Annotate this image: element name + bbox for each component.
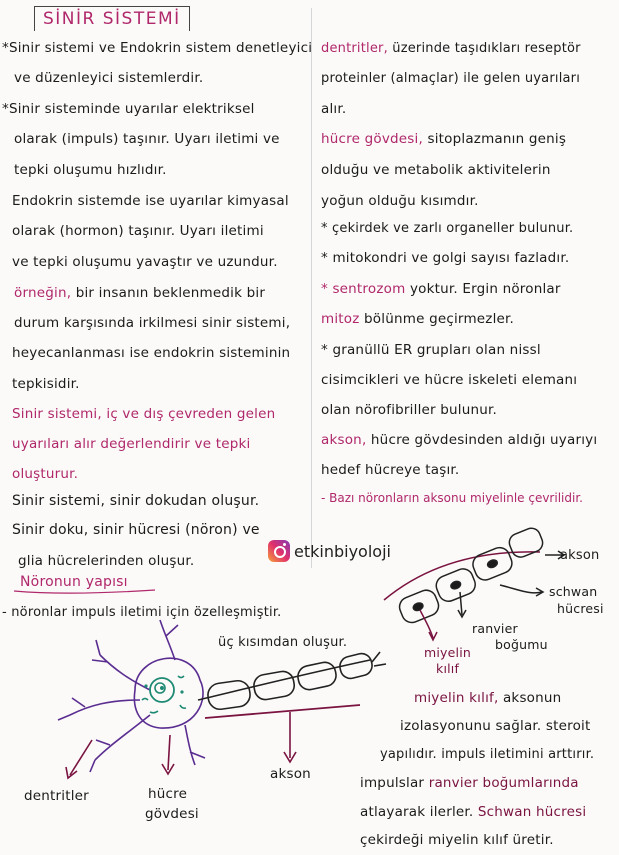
right-line-10-rest: bölünme geçirmezler.	[359, 311, 515, 327]
right-line-1-rest: üzerinde taşıdıkları reseptör	[387, 41, 581, 56]
bottom-line-1-rest: aksonun	[498, 690, 562, 706]
sentrozom-term: * sentrozom	[321, 281, 406, 297]
label-schwan-1: schwan	[549, 584, 598, 599]
label-akson-bottom: akson	[270, 766, 311, 782]
left-line-9-rest: bir insanın beklenmedik bir	[71, 285, 266, 301]
right-line-12: cisimcikleri ve hücre iskeleti elemanı	[321, 372, 578, 388]
right-line-13: olan nörofibriller bulunur.	[321, 402, 498, 418]
left-line-18: glia hücrelerinden oluşur.	[18, 553, 195, 569]
ranvier-term: ranvier boğumlarında	[428, 775, 579, 791]
bottom-line-4	[360, 775, 579, 792]
akson-term: akson,	[321, 432, 367, 448]
right-line-3: alır.	[321, 101, 347, 117]
noron-uc: üç kısımdan oluşur.	[218, 635, 348, 650]
label-akson-top: akson	[560, 548, 600, 563]
ornegin-label: örneğin,	[14, 285, 72, 301]
left-line-3: *Sinir sisteminde uyarılar elektriksel	[2, 101, 255, 117]
right-line-14-rest: hücre gövdesinden aldığı uyarıyı	[366, 432, 598, 448]
left-line-5: tepki oluşumu hızlıdır.	[14, 162, 167, 178]
left-line-4: olarak (impuls) taşınır. Uyarı iletimi ve	[14, 131, 280, 147]
noron-heading: Nöronun yapısı	[20, 574, 128, 590]
left-line-13: Sinir sistemi, iç ve dış çevreden gelen	[12, 406, 276, 422]
hucre-govdesi-term: hücre gövdesi,	[321, 131, 423, 147]
dentritler-term: dentritler,	[321, 41, 388, 56]
left-line-16: Sinir sistemi, sinir dokudan oluşur.	[12, 493, 260, 509]
left-line-10: durum karşısında irkilmesi sinir sistemi,	[14, 315, 291, 331]
left-line-7: olarak (hormon) taşınır. Uyarı iletimi	[12, 223, 264, 239]
bottom-line-2: izolasyonunu sağlar. steroit	[400, 718, 591, 734]
page-title: SİNİR SİSTEMİ	[34, 6, 190, 31]
right-line-2: proteinler (almaçlar) ile gelen uyarıları	[321, 71, 581, 86]
right-line-9-rest: yoktur. Ergin nöronlar	[405, 281, 561, 297]
label-schwan-2: hücresi	[557, 601, 604, 616]
label-ranvier-1: ranvier	[472, 621, 518, 636]
bottom-line-5-start: atlayarak ilerler.	[360, 804, 478, 820]
bottom-line-4-start: impulslar	[360, 775, 429, 791]
left-line-14: uyarıları alır değerlendirir ve tepki	[12, 436, 251, 452]
bottom-line-3: yapılıdır. impuls iletimini arttırır.	[380, 747, 595, 762]
right-line-15: hedef hücreye taşır.	[321, 462, 460, 478]
miyelin-kilif-term: miyelin kılıf,	[414, 690, 499, 706]
right-line-4-rest: sitoplazmanın geniş	[422, 131, 567, 147]
bottom-line-1	[414, 690, 561, 707]
label-miyelin-2: kılıf	[436, 661, 460, 676]
mitoz-term: mitoz	[321, 311, 360, 327]
right-line-6: yoğun olduğu kısımdır.	[321, 193, 479, 209]
left-line-15: oluşturur.	[12, 466, 79, 482]
label-dentritler: dentritler	[24, 788, 89, 804]
right-line-7: * çekirdek ve zarlı organeller bulunur.	[321, 221, 574, 236]
left-line-2: ve düzenleyici sistemlerdir.	[14, 70, 204, 86]
left-line-12: tepkisidir.	[12, 376, 80, 392]
left-line-17: Sinir doku, sinir hücresi (nöron) ve	[12, 522, 260, 538]
left-line-8: ve tepki oluşumu yavaştır ve uzundur.	[12, 254, 278, 270]
left-line-11: heyecanlanması ise endokrin sisteminin	[12, 345, 291, 361]
label-miyelin-1: miyelin	[424, 645, 472, 660]
bottom-line-5	[360, 804, 586, 821]
left-line-6: Endokrin sistemde ise uyarılar kimyasal	[12, 193, 289, 209]
right-line-11: * granüllü ER grupları olan nissl	[321, 342, 541, 358]
right-line-16: - Bazı nöronların aksonu miyelinle çevrilidir.	[321, 491, 583, 505]
label-hucre: hücre	[148, 786, 188, 802]
right-line-5: olduğu ve metabolik aktivitelerin	[321, 162, 551, 178]
right-line-8: * mitokondri ve golgi sayısı fazladır.	[321, 250, 570, 266]
label-govdesi: gövdesi	[145, 806, 199, 822]
noron-intro: - nöronlar impuls iletimi için özelleşmiştir.	[2, 605, 282, 620]
left-line-1: *Sinir sistemi ve Endokrin sistem denetleyici	[2, 40, 313, 56]
schwan-term: Schwan hücresi	[477, 804, 587, 820]
bottom-line-6: çekirdeği miyelin kılıf üretir.	[360, 832, 554, 848]
label-ranvier-2: boğumu	[495, 637, 548, 652]
instagram-handle: etkinbiyoloji	[294, 541, 391, 561]
